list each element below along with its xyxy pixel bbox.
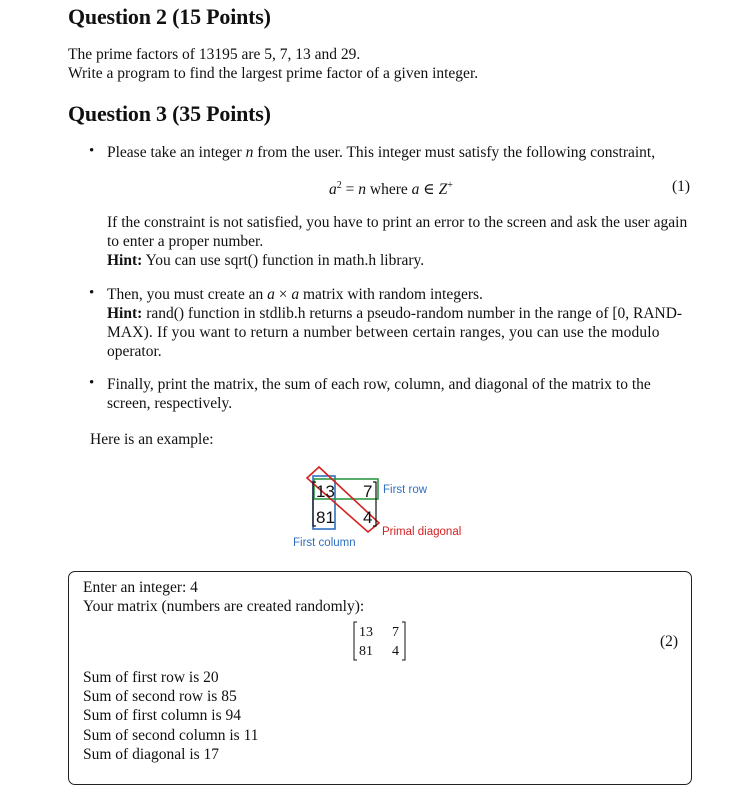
out-cell-13: 13 [359,625,373,640]
var-n: n [245,144,254,161]
question-2-heading: Question 2 (15 Points) [68,4,271,29]
left-bracket-icon [354,622,357,660]
eq-where: where [366,181,412,199]
b1-text-b: from the user. This integer must satisfy the following constraint, [253,144,656,161]
b2-hint-text: rand() function in stdlib.h returns a pseudo-random number in the range of [0, RAND- [142,305,683,322]
cell-13: 13 [316,482,335,501]
eq-in: ∈ [419,181,439,199]
hint-label: Hint: [107,252,143,269]
b2-hint [107,304,682,323]
eq-zsup: + [447,180,453,191]
sum-line: Sum of first row is 20 [83,669,219,686]
eq-a: a [329,181,337,199]
b1-para-1: If the constraint is not satisfied, you have to print an error to the screen and ask the user again [107,214,688,231]
eq-a2: a [411,181,420,199]
equation-2-number: (2) [660,633,679,650]
cell-81: 81 [316,508,335,527]
question-3-heading: Question 3 (35 Points) [68,101,271,126]
equation-1-number: (1) [672,178,691,195]
q2-line-1: The prime factors of 13195 are 5, 7, 13 and 29. [68,46,361,63]
b1-para-2: to enter a proper number. [107,233,264,250]
b3-line-1: Finally, print the matrix, the sum of each row, column, and diagonal of the matrix to the [107,376,651,393]
equation-1 [329,176,453,199]
first-row-label: First row [383,484,428,496]
b1-hint-text: You can use sqrt() function in math.h library. [142,252,425,269]
output-matrix [352,620,412,662]
b2-line-3: MAX). If you want to return a number between certain ranges, you can use the modulo [107,324,660,341]
primal-diagonal-label: Primal diagonal [382,526,462,538]
b2-text-a: Then, you must create an [107,286,268,303]
b2-text-b: matrix with random integers. [299,286,483,303]
eq-sup: 2 [336,180,342,191]
hint-label: Hint: [107,305,143,322]
q2-line-2: Write a program to find the largest prime factor of a given integer. [68,65,479,82]
b2-line-4: operator. [107,343,162,360]
eq-z: Z [438,181,448,199]
sum-line: Sum of second column is 11 [83,727,259,744]
b2-times: × [274,286,292,303]
sum-line: Sum of second row is 85 [83,688,237,705]
out-cell-7: 7 [392,625,399,640]
output-line-2: Your matrix (numbers are created randomly): [83,598,365,615]
b1-text-a: Please take an integer [107,144,246,161]
cell-7: 7 [363,482,373,501]
bullet-icon: • [89,143,95,159]
b2-var-a1: a [267,286,275,303]
b1-hint [107,251,424,270]
bullet-icon: • [89,285,95,301]
b3-line-2: screen, respectively. [107,395,233,412]
example-intro: Here is an example: [90,431,214,448]
eq-n: n [358,181,366,199]
out-cell-81: 81 [359,644,373,659]
b1-line-1 [107,143,655,162]
b2-var-a2: a [291,286,300,303]
b2-line-1 [107,285,483,304]
output-line-1: Enter an integer: 4 [83,579,198,596]
eq-eq: = [341,181,359,199]
right-bracket-icon [402,622,405,660]
sum-line: Sum of diagonal is 17 [83,746,220,763]
first-column-label: First column [293,537,356,549]
out-cell-4: 4 [392,644,399,659]
sum-line: Sum of first column is 94 [83,707,242,724]
bullet-icon: • [89,375,95,391]
cell-4: 4 [363,508,373,527]
matrix-diagram [285,460,485,555]
